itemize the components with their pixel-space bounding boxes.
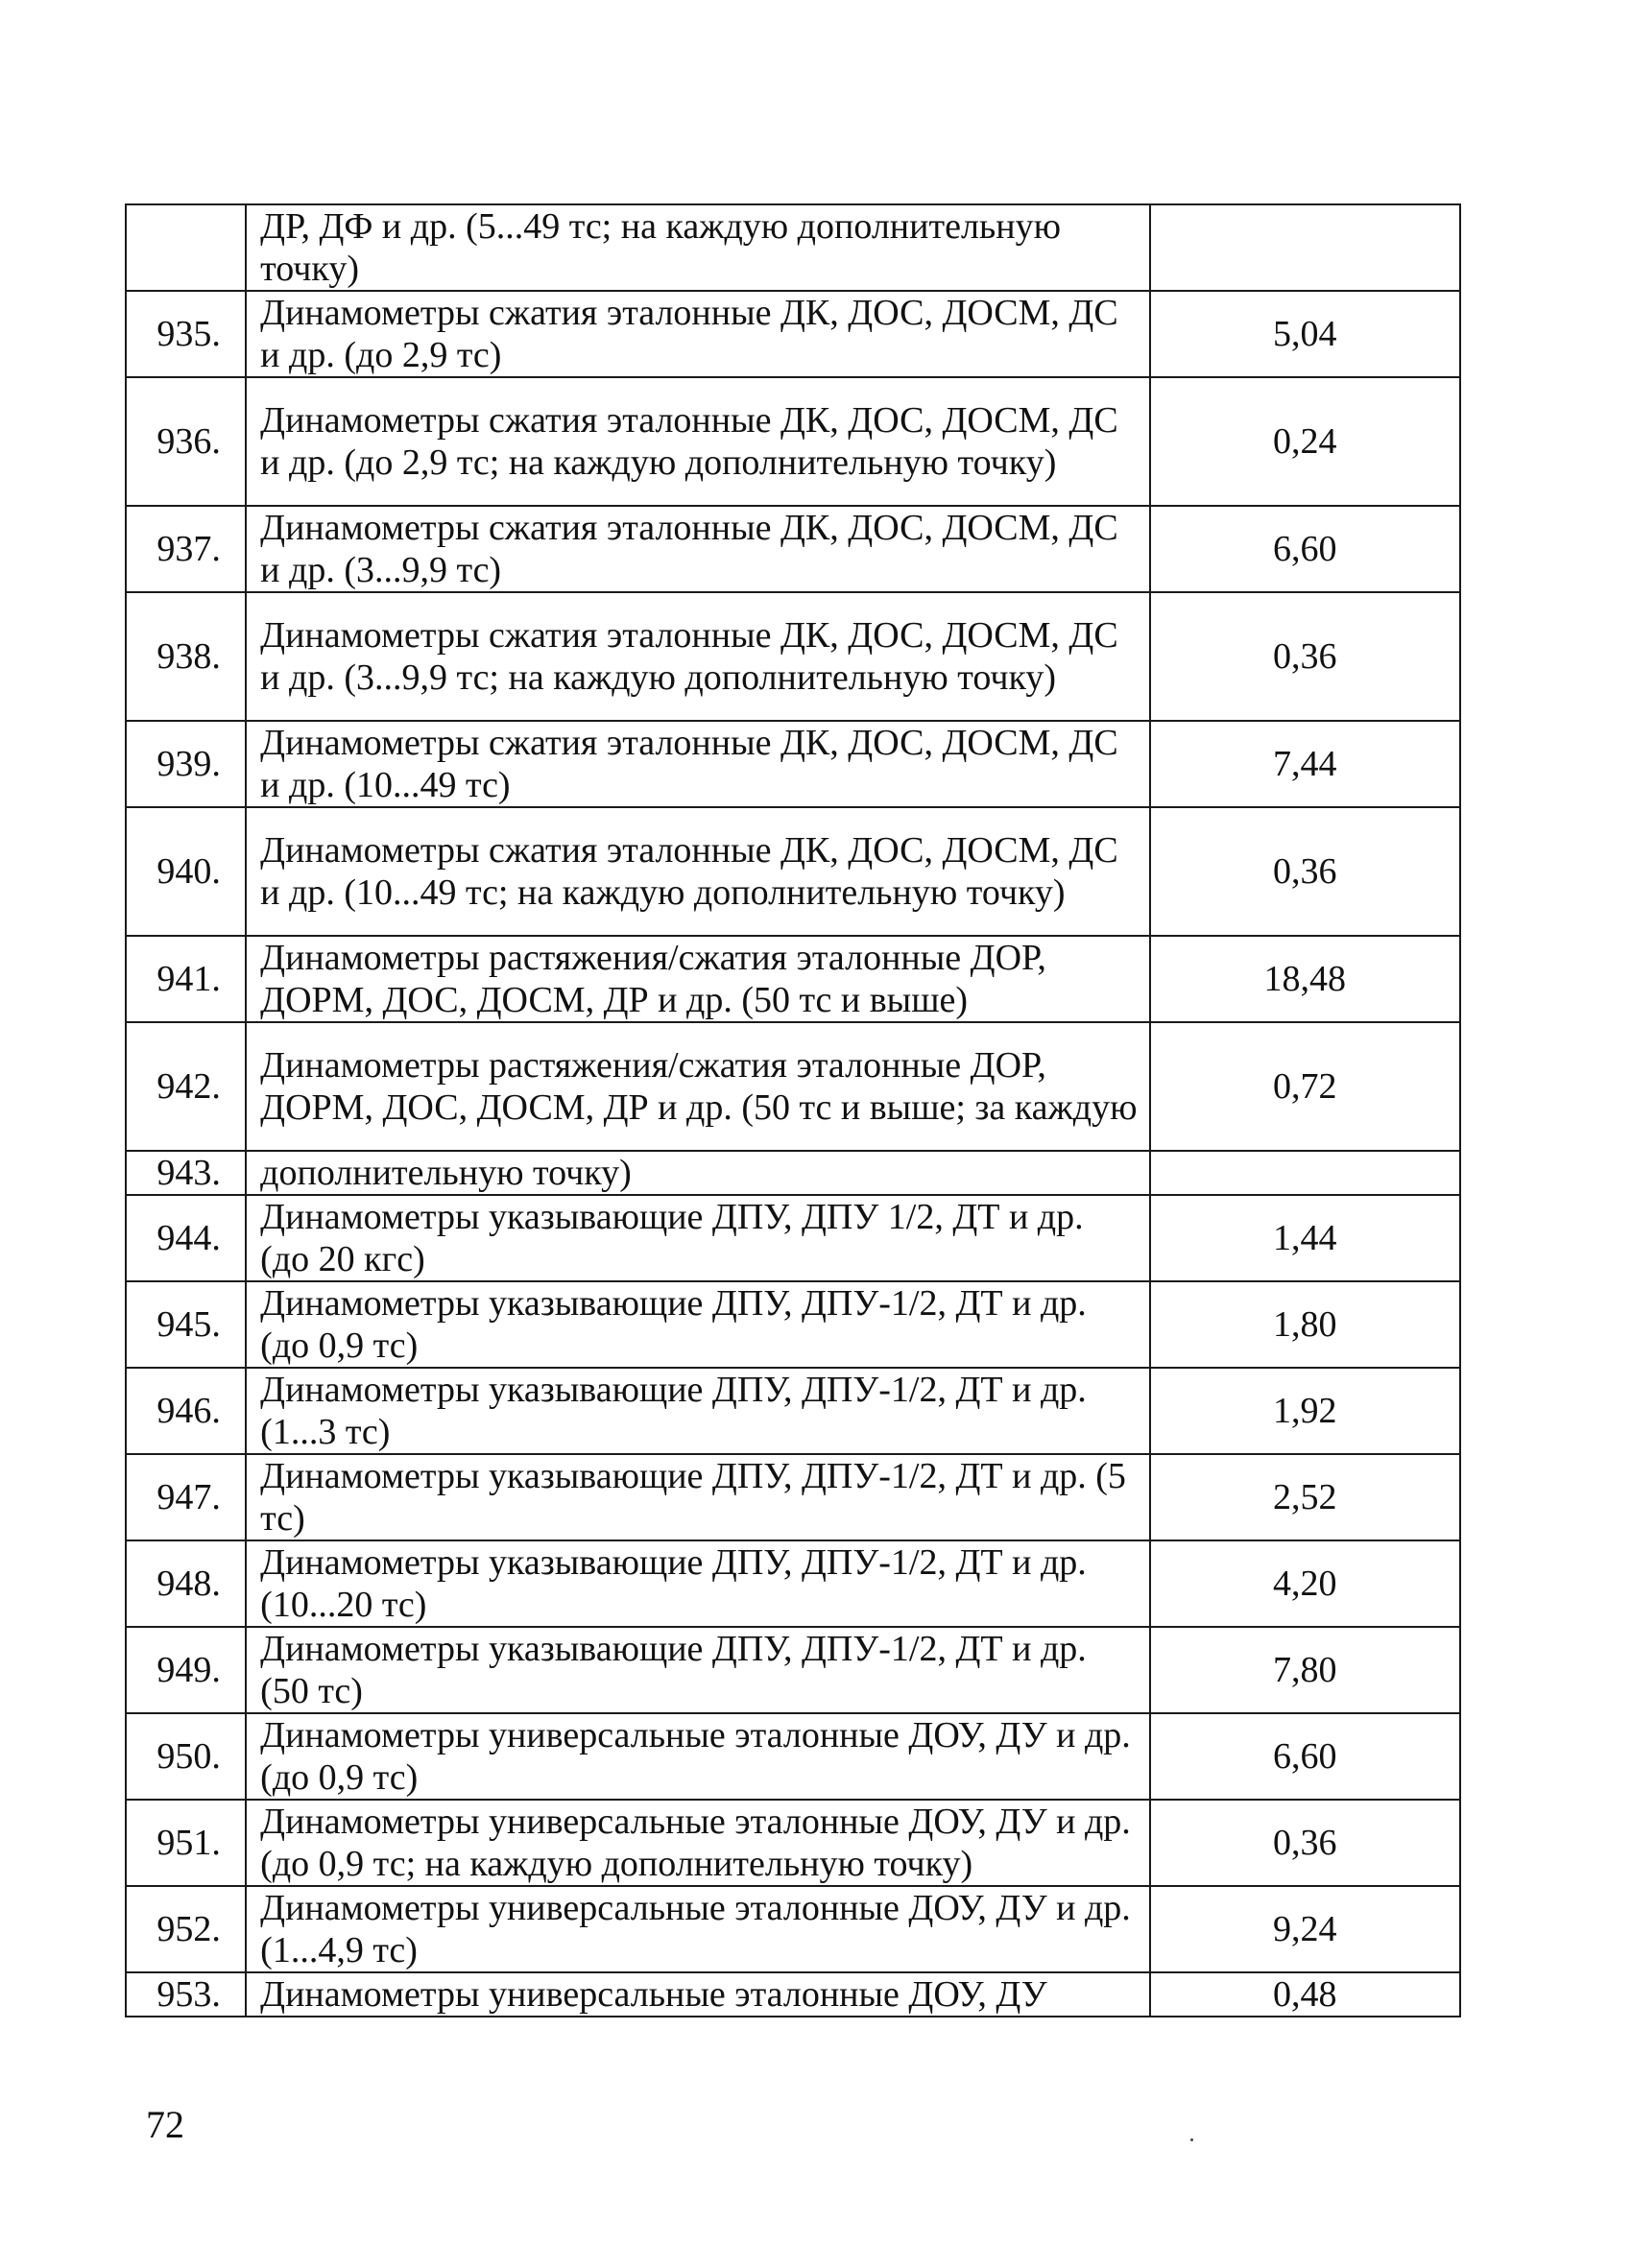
row-description: Динамометры растяжения/сжатия эталонные ДОР, ДОРМ, ДОС, ДОСМ, ДР и др. (50 тс и выше; за каждую: [246, 1022, 1149, 1151]
row-description: Динамометры сжатия эталонные ДК, ДОС, ДОСМ, ДС и др. (3...9,9 тс): [246, 506, 1149, 592]
row-description: Динамометры сжатия эталонные ДК, ДОС, ДОСМ, ДС и др. (10...49 тс; на каждую дополнительную точку): [246, 807, 1149, 936]
row-description: Динамометры универсальные эталонные ДОУ, ДУ: [246, 1972, 1149, 2017]
page-number: 72: [146, 2103, 184, 2146]
row-price: 0,36: [1150, 592, 1460, 721]
row-description: Динамометры сжатия эталонные ДК, ДОС, ДОСМ, ДС и др. (до 2,9 тс; на каждую дополнительную точку): [246, 377, 1149, 506]
table-row: [126, 592, 1460, 721]
table-row: [126, 1886, 1460, 1972]
table-row: [126, 1368, 1460, 1454]
row-description: Динамометры указывающие ДПУ, ДПУ-1/2, ДТ и др. (5 тс): [246, 1454, 1149, 1540]
row-number: 944.: [126, 1195, 246, 1281]
row-number: 941.: [126, 936, 246, 1022]
row-price: 6,60: [1150, 506, 1460, 592]
row-number: 945.: [126, 1281, 246, 1368]
price-table: [125, 203, 1461, 2017]
row-description: Динамометры сжатия эталонные ДК, ДОС, ДОСМ, ДС и др. (3...9,9 тс; на каждую дополнительную точку): [246, 592, 1149, 721]
table-row: [126, 1151, 1460, 1195]
table-row: [126, 936, 1460, 1022]
row-number: 952.: [126, 1886, 246, 1972]
row-number: 939.: [126, 721, 246, 807]
row-description: Динамометры универсальные эталонные ДОУ, ДУ и др. (до 0,9 тс): [246, 1713, 1149, 1800]
row-description: Динамометры сжатия эталонные ДК, ДОС, ДОСМ, ДС и др. (10...49 тс): [246, 721, 1149, 807]
table-row: [126, 1022, 1460, 1151]
row-description: Динамометры указывающие ДПУ, ДПУ-1/2, ДТ и др. (50 тс): [246, 1627, 1149, 1713]
row-price: 0,48: [1150, 1972, 1460, 2017]
row-number: 953.: [126, 1972, 246, 2017]
row-number: 946.: [126, 1368, 246, 1454]
row-price: 2,52: [1150, 1454, 1460, 1540]
row-number: 935.: [126, 291, 246, 377]
row-number: 950.: [126, 1713, 246, 1800]
row-price: 5,04: [1150, 291, 1460, 377]
row-description: Динамометры указывающие ДПУ, ДПУ-1/2, ДТ и др. (10...20 тс): [246, 1540, 1149, 1627]
table-body: [126, 204, 1460, 2017]
row-description: ДР, ДФ и др. (5...49 тс; на каждую дополнительную точку): [246, 204, 1149, 291]
row-price: 1,92: [1150, 1368, 1460, 1454]
row-number: 947.: [126, 1454, 246, 1540]
row-price: 6,60: [1150, 1713, 1460, 1800]
table-row: [126, 1800, 1460, 1886]
row-description: Динамометры указывающие ДПУ, ДПУ-1/2, ДТ и др. (до 0,9 тс): [246, 1281, 1149, 1368]
row-price: 7,80: [1150, 1627, 1460, 1713]
row-number: 940.: [126, 807, 246, 936]
row-number: [126, 204, 246, 291]
row-number: 938.: [126, 592, 246, 721]
row-price: 4,20: [1150, 1540, 1460, 1627]
table-row: [126, 1454, 1460, 1540]
row-number: 937.: [126, 506, 246, 592]
row-description: Динамометры универсальные эталонные ДОУ, ДУ и др. (до 0,9 тс; на каждую дополнительную точку): [246, 1800, 1149, 1886]
row-price: 0,24: [1150, 377, 1460, 506]
row-description: Динамометры указывающие ДПУ, ДПУ-1/2, ДТ и др. (1...3 тс): [246, 1368, 1149, 1454]
scan-speck: [1190, 2138, 1193, 2141]
row-price: 0,36: [1150, 807, 1460, 936]
row-price: [1150, 204, 1460, 291]
row-description: Динамометры универсальные эталонные ДОУ, ДУ и др. (1...4,9 тс): [246, 1886, 1149, 1972]
row-description: дополнительную точку): [246, 1151, 1149, 1195]
table-row: [126, 807, 1460, 936]
table-row: [126, 1195, 1460, 1281]
row-price: 0,72: [1150, 1022, 1460, 1151]
row-price: 18,48: [1150, 936, 1460, 1022]
table-row: [126, 1540, 1460, 1627]
row-number: 948.: [126, 1540, 246, 1627]
row-price: 0,36: [1150, 1800, 1460, 1886]
row-price: [1150, 1151, 1460, 1195]
table-row: [126, 1627, 1460, 1713]
row-number: 951.: [126, 1800, 246, 1886]
table-row: [126, 291, 1460, 377]
row-number: 936.: [126, 377, 246, 506]
row-description: Динамометры сжатия эталонные ДК, ДОС, ДОСМ, ДС и др. (до 2,9 тс): [246, 291, 1149, 377]
row-description: Динамометры растяжения/сжатия эталонные ДОР, ДОРМ, ДОС, ДОСМ, ДР и др. (50 тс и выше): [246, 936, 1149, 1022]
row-number: 942.: [126, 1022, 246, 1151]
row-number: 943.: [126, 1151, 246, 1195]
table-row: [126, 506, 1460, 592]
table-row: [126, 1972, 1460, 2017]
row-price: 1,44: [1150, 1195, 1460, 1281]
table-row: [126, 204, 1460, 291]
row-description: Динамометры указывающие ДПУ, ДПУ 1/2, ДТ и др. (до 20 кгс): [246, 1195, 1149, 1281]
table-row: [126, 377, 1460, 506]
row-price: 9,24: [1150, 1886, 1460, 1972]
row-price: 1,80: [1150, 1281, 1460, 1368]
table-row: [126, 1281, 1460, 1368]
table-row: [126, 1713, 1460, 1800]
table-row: [126, 721, 1460, 807]
row-price: 7,44: [1150, 721, 1460, 807]
row-number: 949.: [126, 1627, 246, 1713]
